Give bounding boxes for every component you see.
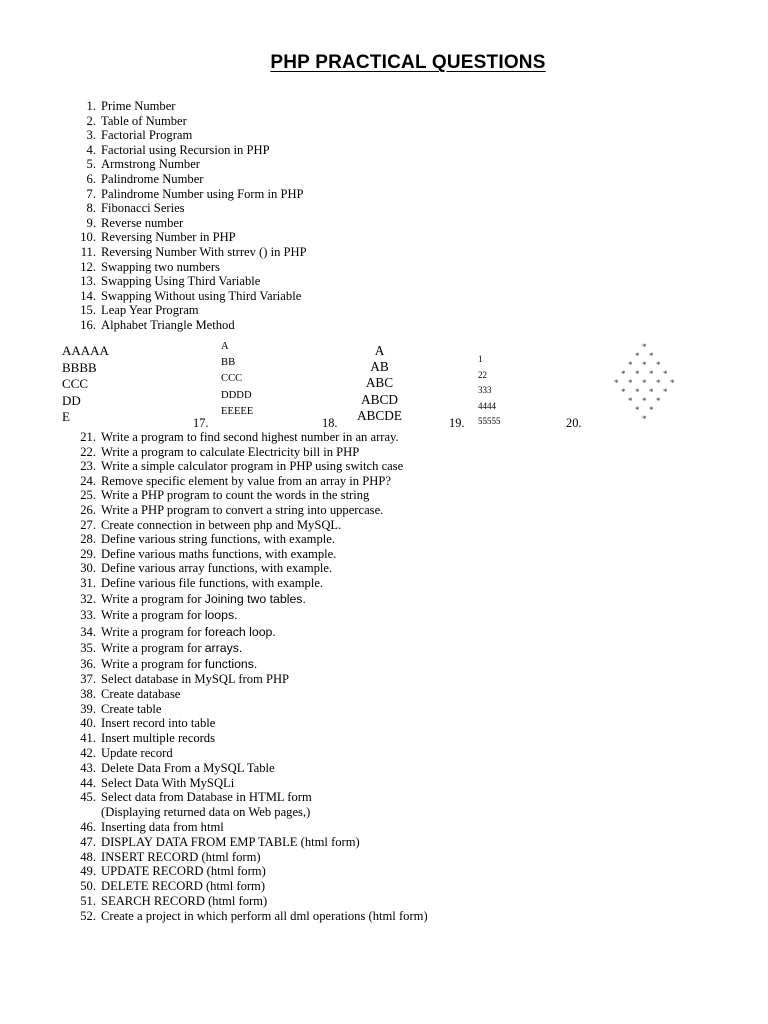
pattern-descending-letters — [62, 343, 109, 426]
pattern-label-18: 18. — [322, 416, 338, 430]
question-item — [0, 128, 760, 143]
question-item — [0, 687, 760, 702]
question-number: 16. — [80, 317, 96, 332]
question-text-lead: Write a program for — [101, 640, 205, 655]
question-text: Swapping two numbers — [101, 259, 220, 274]
question-number: 10. — [80, 230, 96, 245]
diamond-star: * — [656, 378, 661, 388]
pattern-row: ABCD — [361, 391, 398, 407]
question-number: 37. — [80, 672, 96, 686]
question-number: 52. — [80, 908, 96, 923]
question-item — [0, 672, 760, 687]
question-text: Palindrome Number — [101, 171, 204, 186]
question-text: INSERT RECORD (html form) — [101, 849, 261, 864]
pattern-row: AAAAA — [62, 343, 109, 358]
question-item — [0, 746, 760, 761]
question-list-basic — [0, 99, 760, 333]
diamond-star: * — [649, 351, 654, 361]
question-number: 24. — [80, 473, 96, 488]
question-number: 40. — [80, 716, 96, 731]
pattern-row: ABC — [365, 375, 394, 391]
question-item — [0, 260, 760, 275]
question-text: Leap Year Program — [101, 303, 199, 318]
question-item — [0, 850, 760, 865]
pattern-row: 1 — [478, 354, 483, 364]
question-text: Define various array functions, with example. — [101, 561, 333, 576]
question-number: 35. — [80, 640, 96, 655]
question-item — [0, 459, 760, 474]
question-text: Reversing Number in PHP — [101, 230, 236, 245]
question-text: (Displaying returned data on Web pages,) — [101, 805, 311, 820]
question-text: Define various file functions, with example. — [101, 575, 324, 590]
question-number: 3. — [86, 128, 96, 143]
question-item — [0, 303, 760, 318]
pattern-row: DD — [62, 392, 81, 408]
question-number: 42. — [80, 745, 96, 760]
question-number: 11. — [80, 244, 96, 259]
diamond-star: * — [642, 378, 647, 388]
question-item — [0, 790, 760, 805]
pattern-row: 22 — [478, 369, 487, 380]
question-item — [0, 909, 760, 924]
question-number: 13. — [80, 274, 96, 289]
pattern-row: ABCDE — [356, 407, 403, 423]
question-item — [0, 289, 760, 304]
pattern-row: AB — [370, 359, 389, 375]
question-number: 8. — [86, 201, 96, 216]
question-number: 50. — [80, 879, 96, 894]
question-item — [0, 430, 760, 445]
pattern-row: A — [374, 343, 385, 358]
question-text: Define various maths functions, with example. — [101, 546, 337, 561]
question-item — [0, 187, 760, 202]
question-text — [101, 591, 306, 607]
question-number: 29. — [80, 546, 96, 561]
diamond-star: * — [642, 360, 647, 370]
pattern-row: A — [221, 341, 229, 352]
question-number: 36. — [80, 657, 96, 672]
question-text: Remove specific element by value from an array in PHP? — [101, 473, 391, 488]
question-number: 22. — [80, 444, 96, 459]
question-text: Write a simple calculator program in PHP using switch case — [101, 459, 404, 474]
question-number: 25. — [80, 488, 96, 503]
question-text — [101, 624, 276, 640]
diamond-star: * — [670, 378, 675, 388]
question-number: 31. — [80, 575, 96, 590]
question-text-lead: Write a program for — [101, 608, 205, 623]
question-item — [0, 201, 760, 216]
pattern-row: 333 — [478, 385, 492, 395]
diamond-star: * — [642, 342, 647, 352]
pattern-row: E — [62, 409, 70, 424]
question-number: 49. — [80, 864, 96, 879]
question-number: 39. — [80, 701, 96, 716]
diamond-star: * — [649, 387, 654, 397]
question-text: Factorial Program — [101, 128, 193, 143]
question-text-lead: Write a program for — [101, 624, 205, 639]
diamond-star: * — [635, 369, 640, 379]
pattern-row: DDDD — [221, 389, 252, 401]
question-item — [0, 518, 760, 533]
question-list-write-program — [0, 591, 760, 672]
question-item — [0, 776, 760, 791]
question-text: Inserting data from html — [101, 819, 224, 834]
question-item — [0, 532, 760, 547]
diamond-star: * — [663, 369, 668, 379]
diamond-star: * — [621, 387, 626, 397]
diamond-star: * — [628, 378, 633, 388]
pattern-label-19: 19. — [449, 416, 465, 430]
question-item — [0, 245, 760, 260]
diamond-star: * — [628, 396, 633, 406]
question-item — [0, 879, 760, 894]
question-text: Select Data With MySQLi — [101, 775, 235, 790]
question-item — [0, 640, 760, 656]
question-text: Write a program to find second highest number in an array. — [101, 430, 399, 444]
question-item — [0, 114, 760, 129]
question-item — [0, 607, 760, 623]
diamond-star: * — [649, 369, 654, 379]
question-item — [0, 172, 760, 187]
question-text — [101, 656, 257, 672]
question-number: 45. — [80, 790, 96, 805]
question-text: Create database — [101, 686, 181, 701]
question-number: 38. — [80, 686, 96, 701]
diamond-star: * — [635, 405, 640, 415]
pattern-ascending-letters — [221, 339, 253, 420]
question-text: Armstrong Number — [101, 157, 200, 172]
question-number: 14. — [80, 288, 96, 303]
question-text: Create table — [101, 701, 162, 716]
question-item — [0, 274, 760, 289]
question-text: Write a program to calculate Electricity bill in PHP — [101, 444, 360, 459]
question-item — [0, 805, 760, 820]
question-item — [0, 716, 760, 731]
question-item — [0, 474, 760, 489]
question-number: 30. — [80, 561, 96, 576]
question-number: 12. — [80, 259, 96, 274]
question-number: 43. — [80, 760, 96, 775]
question-item — [0, 216, 760, 231]
pattern-number-triangle — [478, 352, 501, 430]
pattern-row: BBBB — [62, 359, 97, 375]
question-number: 33. — [80, 608, 96, 623]
pattern-row: 4444 — [478, 400, 496, 411]
question-item — [0, 624, 760, 640]
pattern-row: CCC — [221, 373, 243, 385]
question-number: 27. — [80, 517, 96, 532]
diamond-star: * — [642, 414, 647, 424]
question-text: Create connection in between php and MySQL. — [101, 517, 342, 532]
question-text-lead: Write a program for — [101, 592, 205, 606]
question-text: Delete Data From a MySQL Table — [101, 760, 275, 775]
question-text-topic: Joining two tables. — [204, 592, 306, 606]
question-text: Factorial using Recursion in PHP — [101, 142, 270, 157]
pattern-row: BB — [221, 357, 236, 369]
question-text: UPDATE RECORD (html form) — [101, 864, 266, 879]
pattern-row: CCC — [62, 376, 89, 391]
question-number: 26. — [80, 502, 96, 517]
question-number: 21. — [80, 430, 96, 444]
question-text: Select data from Database in HTML form — [101, 790, 312, 805]
question-item — [0, 143, 760, 158]
question-text: Alphabet Triangle Method — [101, 317, 235, 332]
question-text: Reversing Number With strrev () in PHP — [101, 244, 307, 259]
question-number: 23. — [80, 459, 96, 474]
question-text-topic: foreach loop. — [204, 624, 276, 639]
question-item — [0, 835, 760, 850]
question-number: 28. — [80, 532, 96, 547]
question-number: 47. — [80, 834, 96, 849]
question-number: 7. — [86, 186, 96, 201]
question-number: 1. — [86, 99, 96, 113]
question-text: Prime Number — [101, 99, 176, 113]
question-text: Reverse number — [101, 215, 184, 230]
question-text: Create a project in which perform all dml operations (html form) — [101, 908, 428, 923]
question-item — [0, 230, 760, 245]
question-item — [0, 894, 760, 909]
question-text: DISPLAY DATA FROM EMP TABLE (html form) — [101, 834, 360, 849]
question-item — [0, 445, 760, 460]
question-text: Insert record into table — [101, 716, 216, 731]
question-number: 2. — [86, 113, 96, 128]
question-list-programs — [0, 430, 760, 591]
diamond-star: * — [656, 396, 661, 406]
question-item — [0, 591, 760, 607]
question-text — [101, 607, 238, 623]
pattern-row: EEEEE — [221, 405, 254, 417]
question-number: 46. — [80, 819, 96, 834]
pattern-alphabet-pyramid — [352, 343, 407, 424]
question-number: 48. — [80, 849, 96, 864]
question-text — [101, 640, 242, 656]
question-number: 41. — [80, 731, 96, 746]
question-text: Swapping Without using Third Variable — [101, 288, 302, 303]
question-text: SEARCH RECORD (html form) — [101, 893, 268, 908]
diamond-star: * — [663, 387, 668, 397]
diamond-star: * — [649, 405, 654, 415]
question-number: 51. — [80, 893, 96, 908]
question-list-database — [0, 672, 760, 924]
question-text-lead: Write a program for — [101, 657, 205, 672]
pattern-label-20: 20. — [566, 416, 582, 430]
question-item — [0, 488, 760, 503]
diamond-star: * — [628, 360, 633, 370]
question-text: Fibonacci Series — [101, 201, 185, 216]
diamond-star: * — [635, 387, 640, 397]
pattern-label-17: 17. — [193, 416, 209, 430]
question-item — [0, 656, 760, 672]
question-number: 34. — [80, 624, 96, 639]
question-number: 6. — [86, 171, 96, 186]
diamond-star: * — [656, 360, 661, 370]
question-text: Swapping Using Third Variable — [101, 274, 261, 289]
question-text: Write a PHP program to count the words in the string — [101, 488, 370, 503]
diamond-star: * — [635, 351, 640, 361]
question-number: 4. — [86, 142, 96, 157]
question-item — [0, 561, 760, 576]
question-item — [0, 99, 760, 114]
question-number: 5. — [86, 157, 96, 172]
question-item — [0, 731, 760, 746]
question-text: DELETE RECORD (html form) — [101, 879, 266, 894]
question-text: Define various string functions, with example. — [101, 532, 335, 547]
question-item — [0, 702, 760, 717]
question-item — [0, 864, 760, 879]
question-item — [0, 318, 760, 333]
question-text: Select database in MySQL from PHP — [101, 672, 290, 686]
question-number: 9. — [86, 215, 96, 230]
question-number: 15. — [80, 303, 96, 318]
question-text-topic: loops. — [204, 608, 238, 623]
question-text: Write a PHP program to convert a string into uppercase. — [101, 502, 384, 517]
diamond-star: * — [621, 369, 626, 379]
question-item — [0, 761, 760, 776]
question-text: Update record — [101, 745, 173, 760]
pattern-star-diamond — [594, 344, 694, 426]
question-number: 44. — [80, 775, 96, 790]
question-item — [0, 820, 760, 835]
question-text-topic: arrays. — [204, 640, 243, 655]
question-item — [0, 157, 760, 172]
question-text: Palindrome Number using Form in PHP — [101, 186, 304, 201]
page-title-text: PHP PRACTICAL QUESTIONS — [270, 52, 546, 73]
question-text: Table of Number — [101, 113, 187, 128]
page-title — [0, 52, 768, 74]
question-text-topic: functions. — [204, 657, 258, 672]
diamond-star: * — [614, 378, 619, 388]
pattern-row: 55555 — [478, 416, 501, 426]
question-number: 32. — [80, 592, 96, 606]
question-item — [0, 547, 760, 562]
question-item — [0, 576, 760, 591]
question-text: Insert multiple records — [101, 731, 216, 746]
question-item — [0, 503, 760, 518]
diamond-star: * — [642, 396, 647, 406]
